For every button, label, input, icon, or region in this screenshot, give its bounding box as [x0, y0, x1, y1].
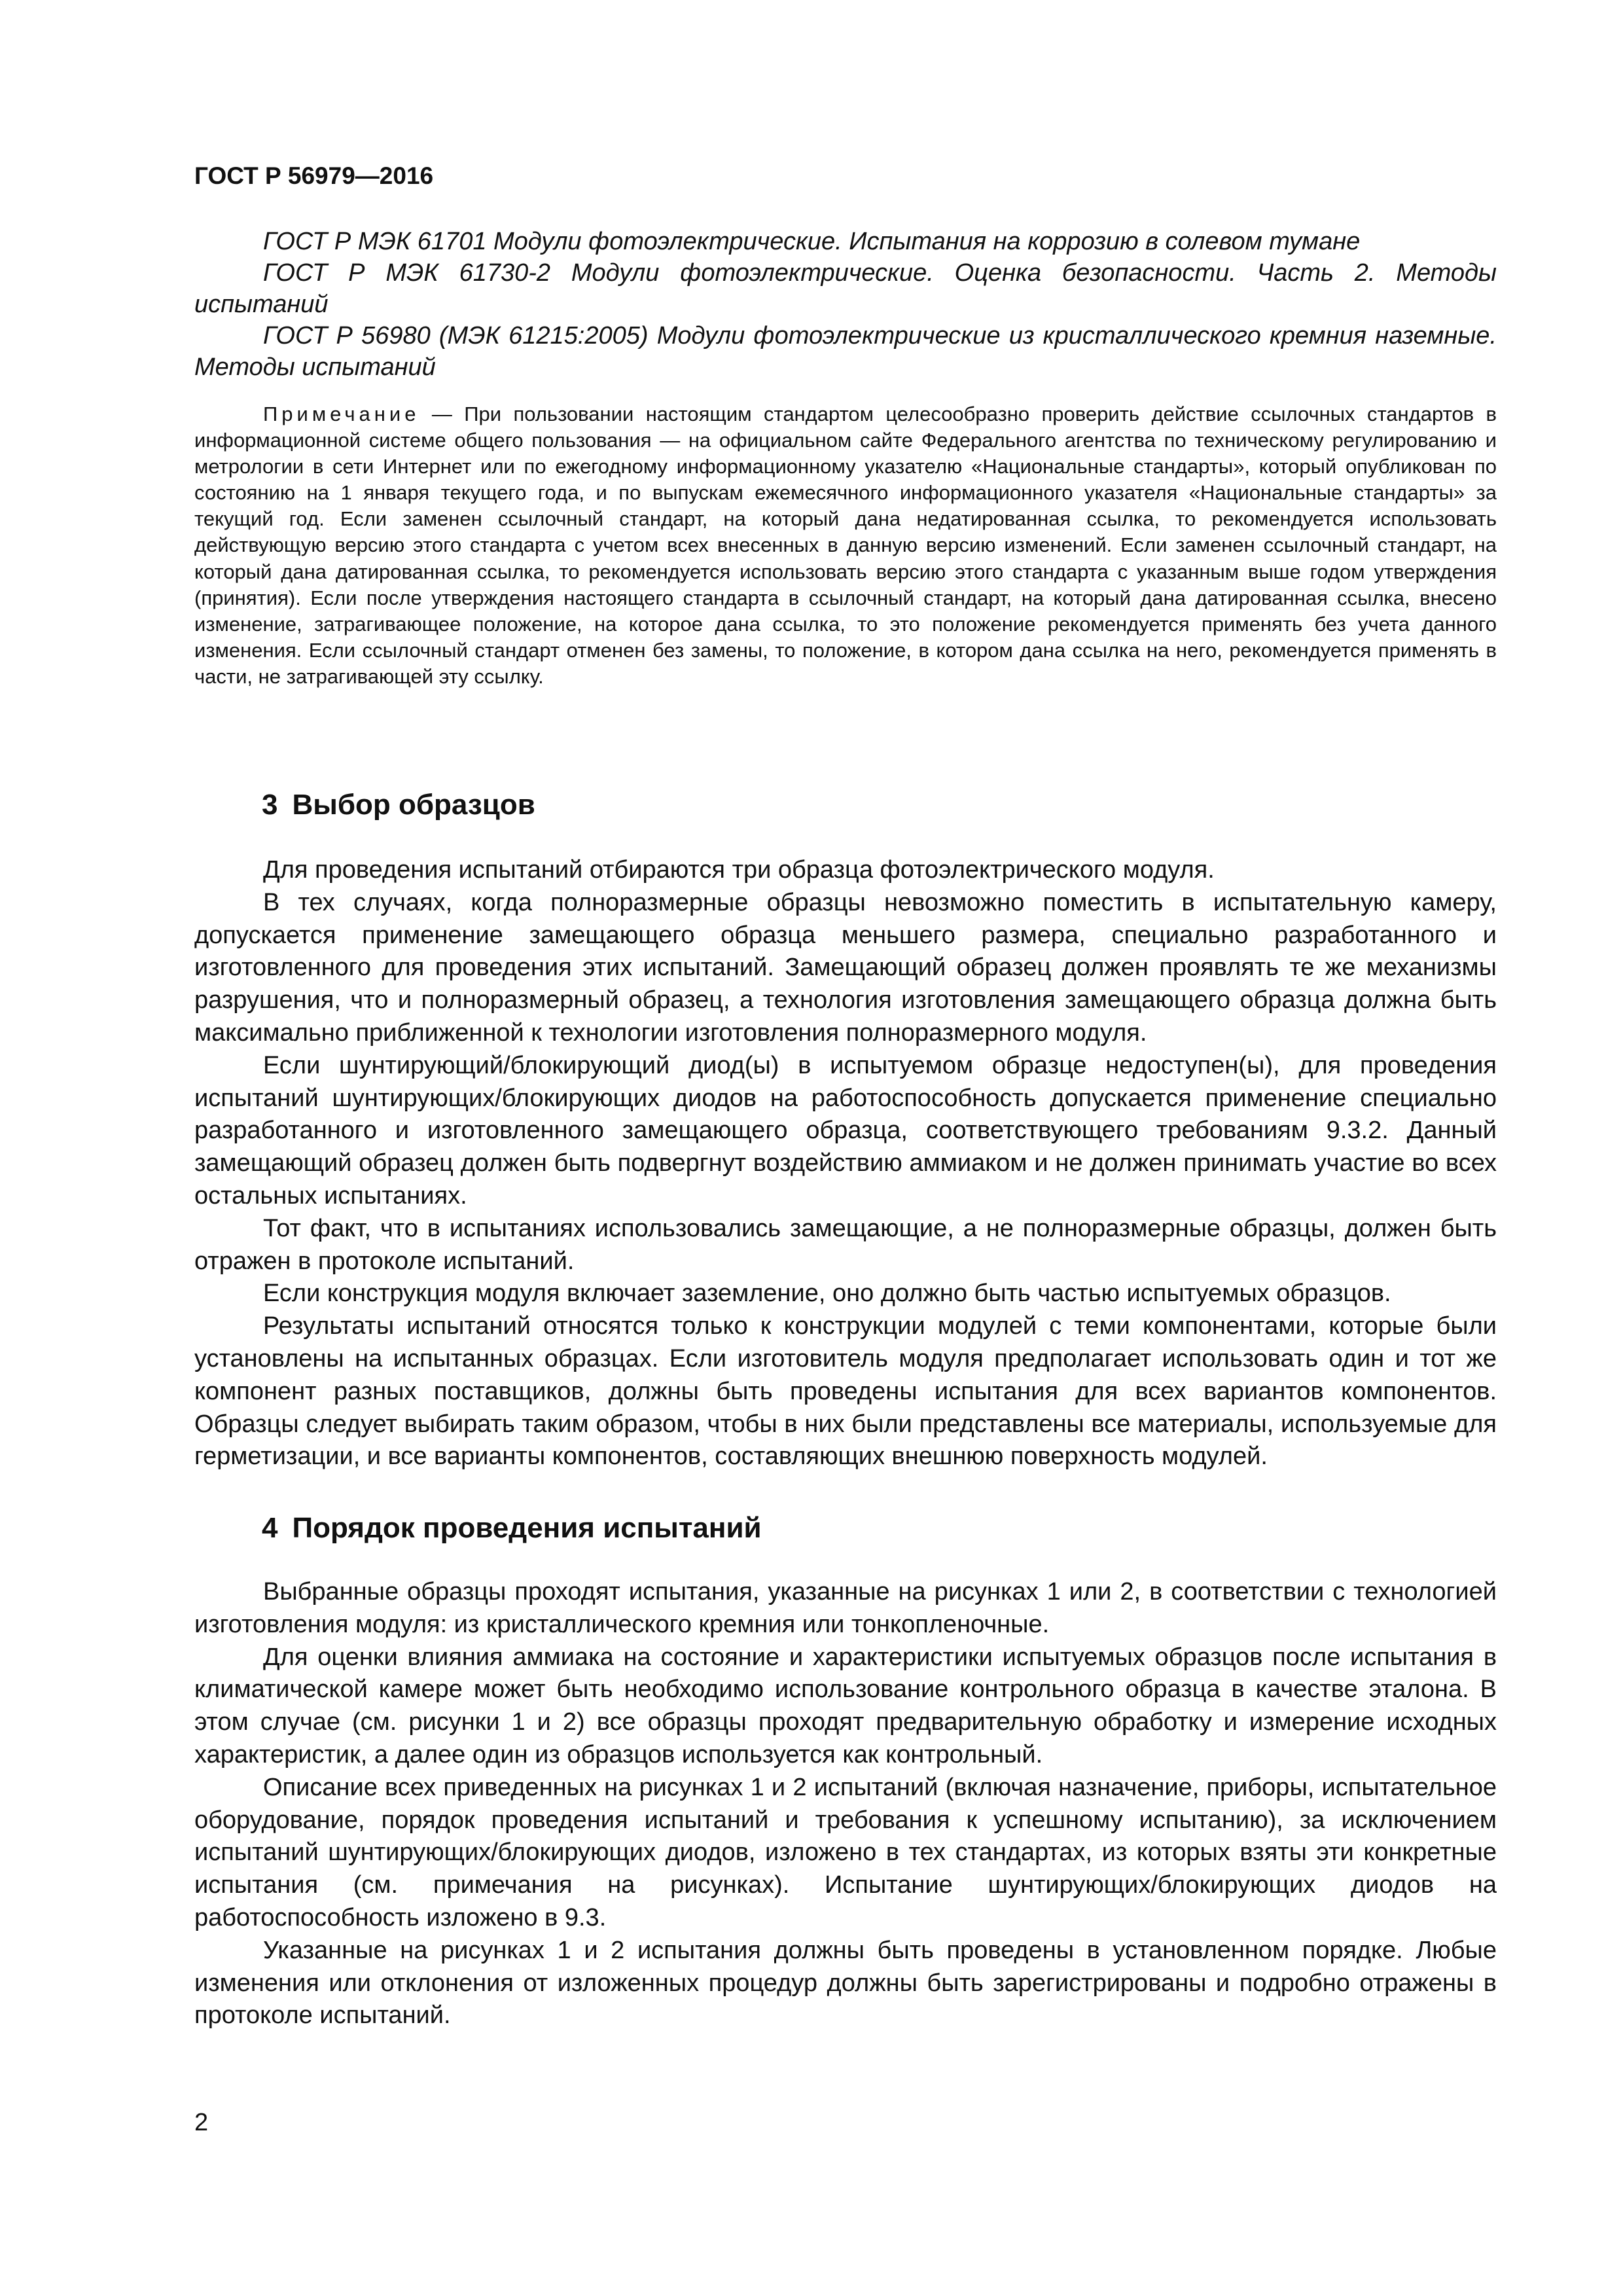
section-title: Выбор образцов — [292, 789, 535, 821]
section-title: Порядок проведения испытаний — [292, 1512, 762, 1544]
paragraph: В тех случаях, когда полноразмерные образцы невозможно поместить в испытательную камеру, допускается применение замещающего образца меньшего размера, специально разработанного и изготовленного для проведения этих испытаний. Замещающий образец должен проявлять те же механизмы разрушения, что и полноразмерный образец, а технология изготовления замещающего образца должна быть максимально приближенной к технологии изготовления полноразмерного модуля. — [194, 888, 1497, 1047]
section-3-body — [194, 854, 1497, 1473]
paragraph: Тот факт, что в испытаниях использовались замещающие, а не полноразмерные образцы, должен быть отражен в протоколе испытаний. — [194, 1214, 1497, 1275]
section-number: 4 — [262, 1512, 278, 1544]
reference-item: ГОСТ Р МЭК 61730-2 Модули фотоэлектрические. Оценка безопасности. Часть 2. Методы испытаний — [194, 259, 1497, 318]
paragraph: Если шунтирующий/блокирующий диод(ы) в испытуемом образце недоступен(ы), для проведения испытаний шунтирующих/блокирующих диодов на работоспособность допускается применение специально разработанного и изготовленного замещающего образца, соответствующего требованиям 9.3.2. Данный замещающий образец должен быть подвергнут воздействию аммиаком и не должен принимать участие во всех остальных испытаниях. — [194, 1051, 1497, 1210]
note-paragraph — [194, 401, 1497, 690]
normative-references-list — [194, 226, 1497, 383]
note-text: — При пользовании настоящим стандартом целесообразно проверить действие ссылочных стандартов в информационной системе общего пользования — на официальном сайте Федерального агентства по техническому регулированию и метрологии в сети Интернет или по ежегодному информационному указателю «Национальные стандарты», который опубликован по состоянию на 1 января текущего года, и по выпускам ежемесячного информационного указателя «Национальные стандарты» за текущий год. Если заменен ссылочный стандарт, на который дана недатированная ссылка, то рекомендуется использовать действующую версию этого стандарта с учетом всех внесенных в данную версию изменений. Если заменен ссылочный стандарт, на который дана датированная ссылка, то рекомендуется использовать версию этого стандарта с указанным выше годом утверждения (принятия). Если после утверждения настоящего стандарта в ссылочный стандарт, на который дана датированная ссылка, внесено изменение, затрагивающее положение, на которое дана ссылка, то это положение рекомендуется применять без учета данного изменения. Если ссылочный стандарт отменен без замены, то положение, в котором дана ссылка на него, рекомендуется применять в части, не затрагивающей эту ссылку. — [194, 403, 1497, 688]
paragraph: Выбранные образцы проходят испытания, указанные на рисунках 1 или 2, в соответствии с технологией изготовления модуля: из кристаллического кремния или тонкопленочные. — [194, 1578, 1497, 1638]
document-code-header: ГОСТ Р 56979—2016 — [194, 162, 434, 189]
reference-item: ГОСТ Р 56980 (МЭК 61215:2005) Модули фотоэлектрические из кристаллического кремния наземные. Методы испытаний — [194, 322, 1497, 381]
section-3-heading — [262, 789, 535, 821]
paragraph: Для проведения испытаний отбираются три образца фотоэлектрического модуля. — [263, 856, 1215, 884]
paragraph: Описание всех приведенных на рисунках 1 и 2 испытаний (включая назначение, приборы, испытательное оборудование, порядок проведения испытаний и требования к успешному испытанию), за исключением испытаний шунтирующих/блокирующих диодов, изложено в тех стандартах, из которых взяты эти конкретные испытания (см. примечания на рисунках). Испытание шунтирующих/блокирующих диодов на работоспособность изложено в 9.3. — [194, 1773, 1497, 1931]
references-note — [194, 401, 1497, 690]
paragraph: Результаты испытаний относятся только к конструкции модулей с теми компонентами, которые были установлены на испытанных образцах. Если изготовитель модуля предполагает использовать один и тот же компонент разных поставщиков, должны быть проведены испытания для всех вариантов компонентов. Образцы следует выбирать таким образом, чтобы в них были представлены все материалы, используемые для герметизации, и все варианты компонентов, составляющих внешнюю поверхность модулей. — [194, 1312, 1497, 1471]
section-4-heading — [262, 1512, 762, 1545]
paragraph: Если конструкция модуля включает заземление, оно должно быть частью испытуемых образцов. — [263, 1280, 1391, 1308]
page-number: 2 — [194, 2109, 209, 2136]
section-number: 3 — [262, 789, 278, 821]
section-4-body — [194, 1576, 1497, 2032]
paragraph: Для оценки влияния аммиака на состояние и характеристики испытуемых образцов после испытания в климатической камере может быть необходимо использование контрольного образца в качестве эталона. В этом случае (см. рисунки 1 и 2) все образцы проходят предварительную обработку и измерение исходных характеристик, а далее один из образцов используется как контрольный. — [194, 1643, 1497, 1768]
paragraph: Указанные на рисунках 1 и 2 испытания должны быть проведены в установленном порядке. Любые изменения или отклонения от изложенных процедур должны быть зарегистрированы и подробно отражены в протоколе испытаний. — [194, 1936, 1497, 2030]
note-label: Примечание — [263, 403, 420, 425]
reference-item: ГОСТ Р МЭК 61701 Модули фотоэлектрические. Испытания на коррозию в солевом тумане — [263, 228, 1361, 255]
